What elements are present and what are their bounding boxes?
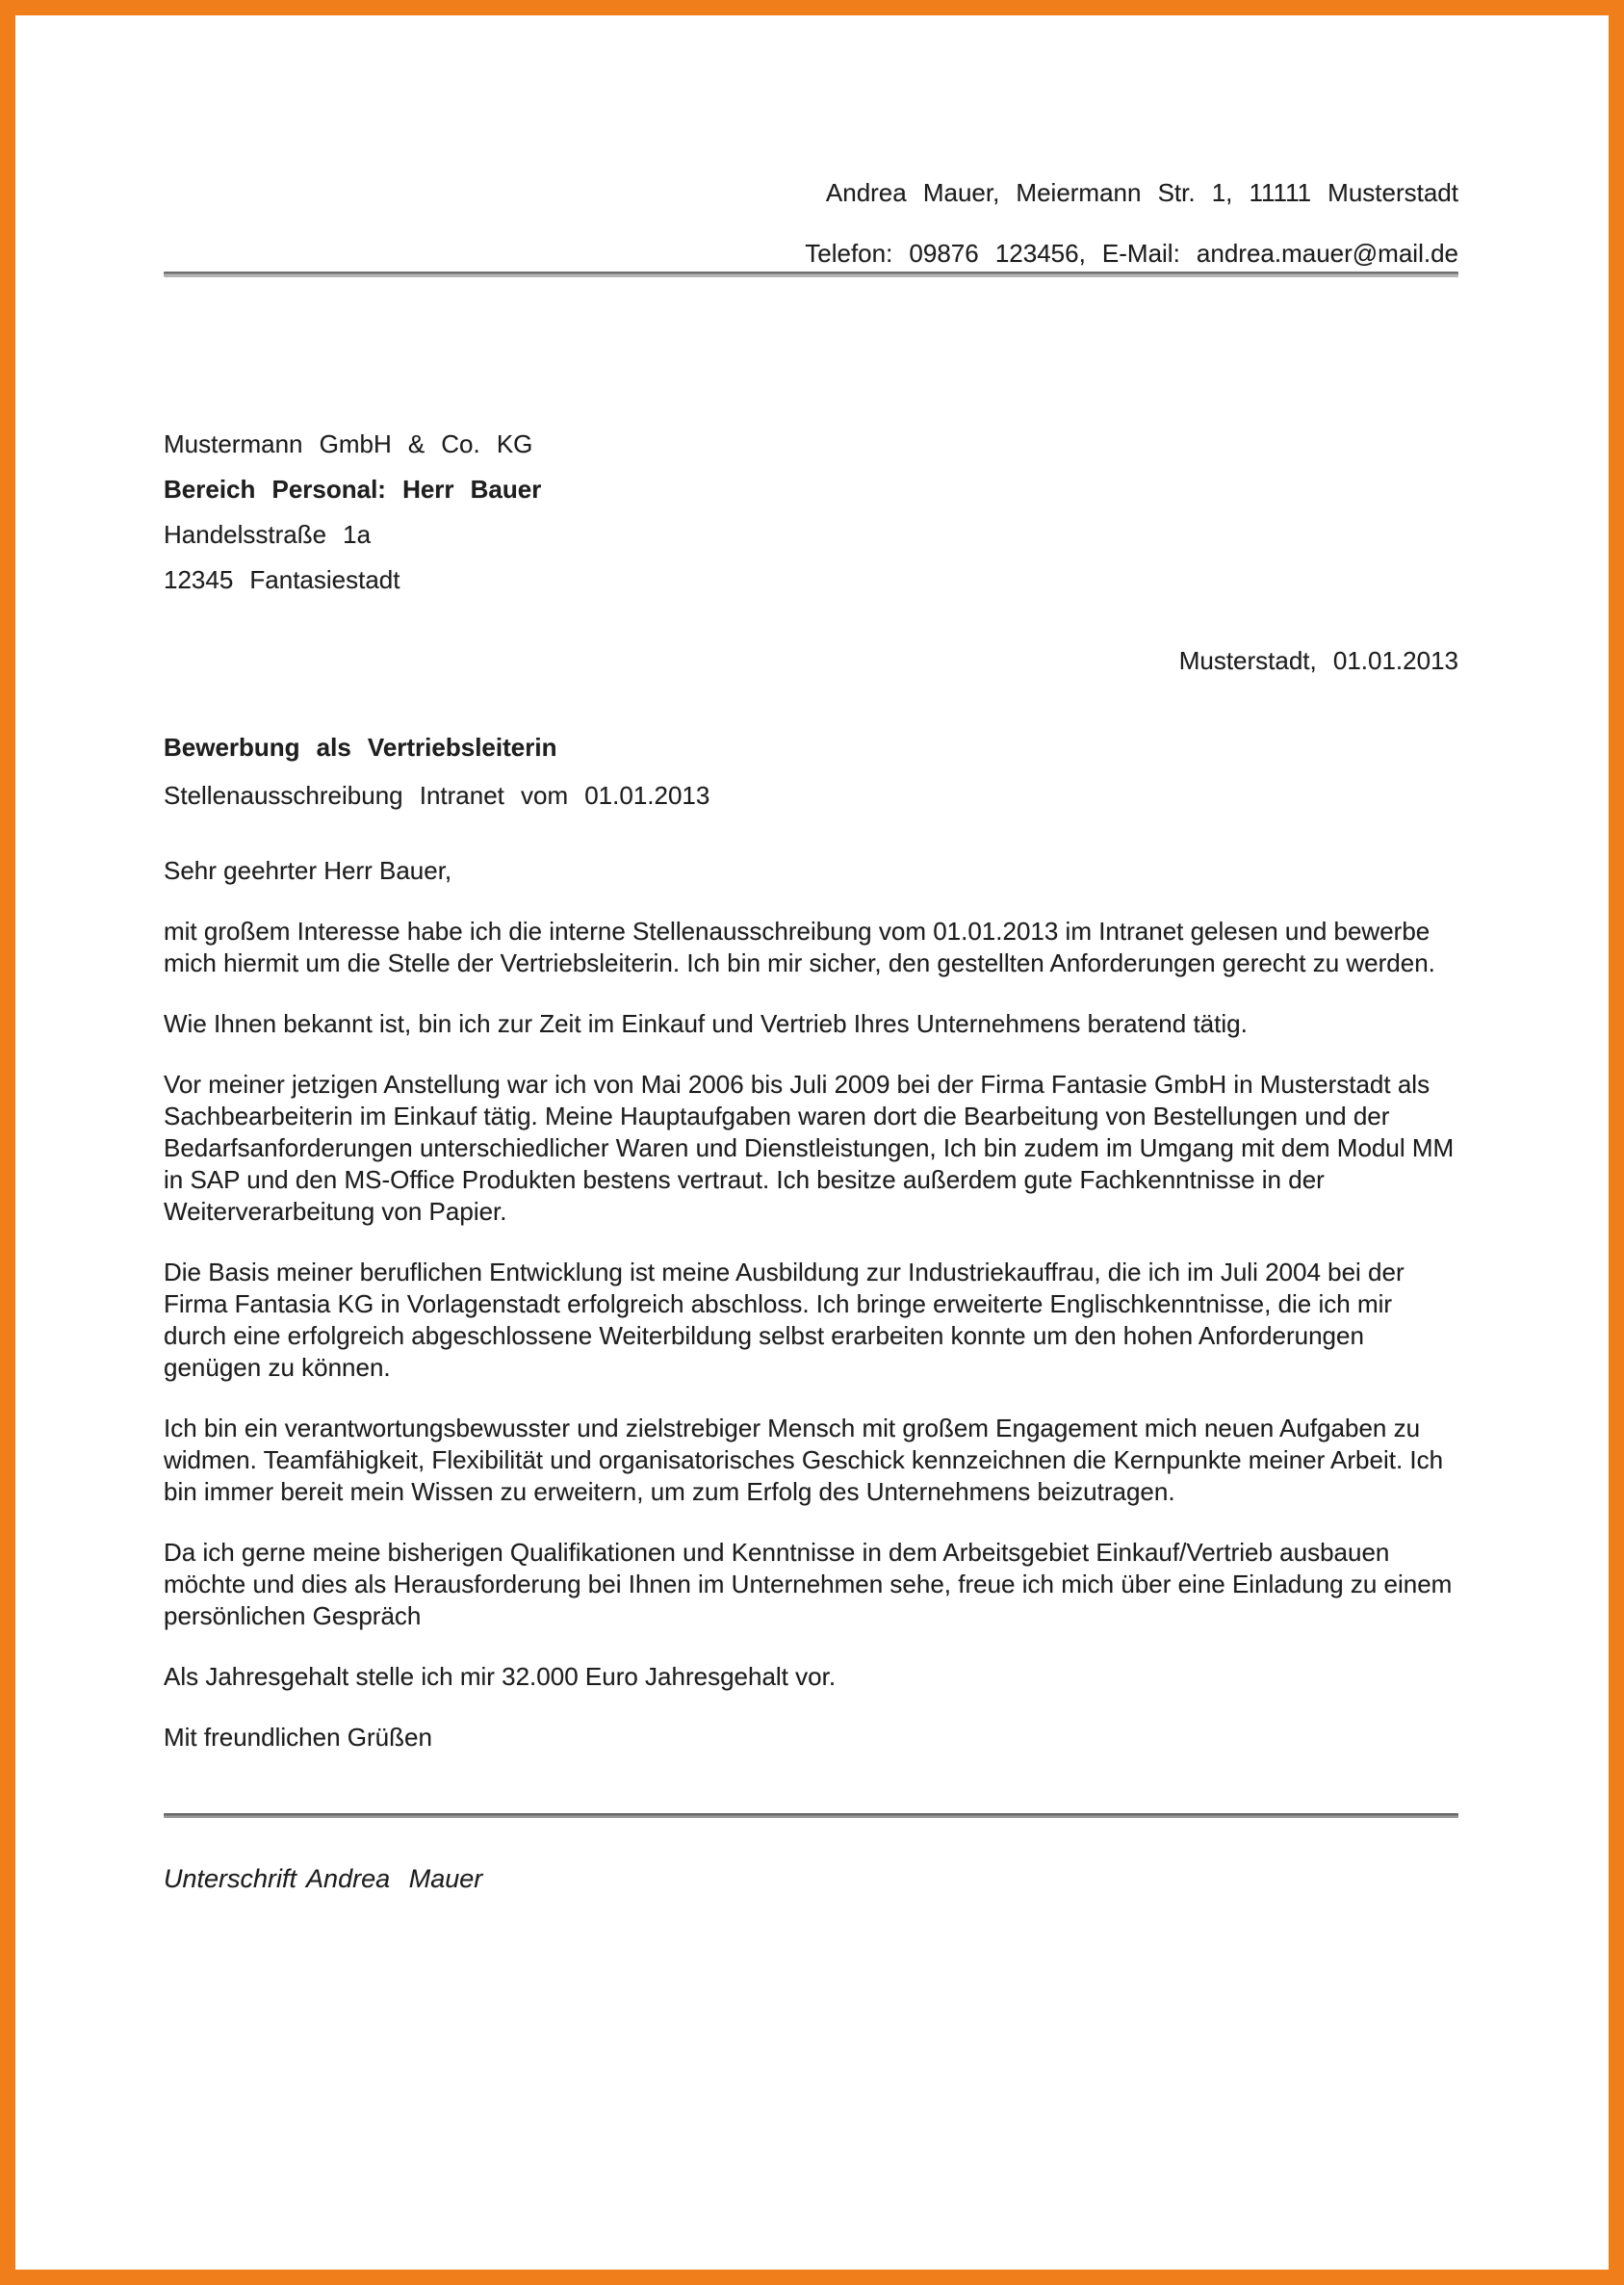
sender-block bbox=[164, 177, 1458, 269]
body-paragraph-intro: mit großem Interesse habe ich die interne Stellenausschreibung vom 01.01.2013 im Intranet gelesen und bewerbe mich hiermit um die Stelle der Vertriebsleiterin. Ich bin mir sicher, den gestellten Anforderungen gerecht zu werden. bbox=[164, 917, 1435, 977]
closing-phrase: Mit freundlichen Grüßen bbox=[164, 1723, 432, 1752]
signature-label: Unterschrift bbox=[164, 1864, 297, 1893]
sender-contact-line: Telefon: 09876 123456, E-Mail: andrea.mauer@mail.de bbox=[805, 239, 1458, 268]
signature-name: Andrea Mauer bbox=[306, 1864, 483, 1893]
body-paragraph-motivation: Da ich gerne meine bisherigen Qualifikationen und Kenntnisse in dem Arbeitsgebiet Einkauf/Vertrieb ausbauen möchte und dies als Herausforderung bei Ihnen im Unternehmen sehe, freue ich mich über eine Einladung zu einem persönlichen Gespräch bbox=[164, 1538, 1453, 1630]
header-divider bbox=[164, 272, 1458, 277]
subject-subtitle: Stellenausschreibung Intranet vom 01.01.2013 bbox=[164, 781, 710, 810]
body-paragraph-current-role: Wie Ihnen bekannt ist, bin ich zur Zeit im Einkauf und Vertrieb Ihres Unternehmens beratend tätig. bbox=[164, 1009, 1248, 1038]
signature-line bbox=[164, 1864, 1458, 1894]
body-paragraph-experience: Vor meiner jetzigen Anstellung war ich von Mai 2006 bis Juli 2009 bei der Firma Fantasie GmbH in Musterstadt als Sachbearbeiterin im Einkauf tätig. Meine Hauptaufgaben waren dort die Bearbeitung von Bestellungen und der Bedarfsanforderungen unterschiedlicher Waren und Dienstleistungen, Ich bin zudem im Umgang mit dem Modul MM in SAP und den MS-Office Produkten bestens vertraut. Ich besitze außerdem gute Fachkenntnisse in der Weiterverarbeitung von Papier. bbox=[164, 1070, 1455, 1226]
recipient-street: Handelsstraße 1a bbox=[164, 520, 372, 549]
body-paragraph-education: Die Basis meiner beruflichen Entwicklung ist meine Ausbildung zur Industriekauffrau, die ich im Juli 2004 bei der Firma Fantasia KG in Vorlagenstadt erfolgreich abschloss. Ich bringe erweiterte Englischkenntnisse, die ich mir durch eine erfolgreich abgeschlossene Weiterbildung selbst erarbeiten konnte um den hohen Anforderungen genügen zu können. bbox=[164, 1258, 1405, 1382]
salutation: Sehr geehrter Herr Bauer, bbox=[164, 856, 452, 885]
recipient-block bbox=[164, 422, 1458, 603]
date-line: Musterstadt, 01.01.2013 bbox=[1178, 646, 1458, 675]
recipient-city: 12345 Fantasiestadt bbox=[164, 565, 400, 594]
subject-title: Bewerbung als Vertriebsleiterin bbox=[164, 733, 557, 762]
letter-body bbox=[164, 855, 1458, 1753]
body-paragraph-strengths: Ich bin ein verantwortungsbewusster und zielstrebiger Mensch mit großem Engagement mich neuen Aufgaben zu widmen. Teamfähigkeit, Flexibilität und organisatorisches Geschick kennzeichnen die Kernpunkte meiner Arbeit. Ich bin immer bereit mein Wissen zu erweitern, um zum Erfolg des Unternehmens beizutragen. bbox=[164, 1414, 1444, 1506]
subject-block bbox=[164, 732, 1458, 811]
sender-address-line: Andrea Mauer, Meiermann Str. 1, 11111 Musterstadt bbox=[825, 178, 1458, 207]
signature-divider bbox=[164, 1813, 1458, 1818]
recipient-department: Bereich Personal: Herr Bauer bbox=[164, 475, 542, 504]
letter-content bbox=[164, 15, 1458, 1894]
body-paragraph-salary: Als Jahresgehalt stelle ich mir 32.000 Euro Jahresgehalt vor. bbox=[164, 1662, 837, 1691]
recipient-company: Mustermann GmbH & Co. KG bbox=[164, 429, 533, 458]
